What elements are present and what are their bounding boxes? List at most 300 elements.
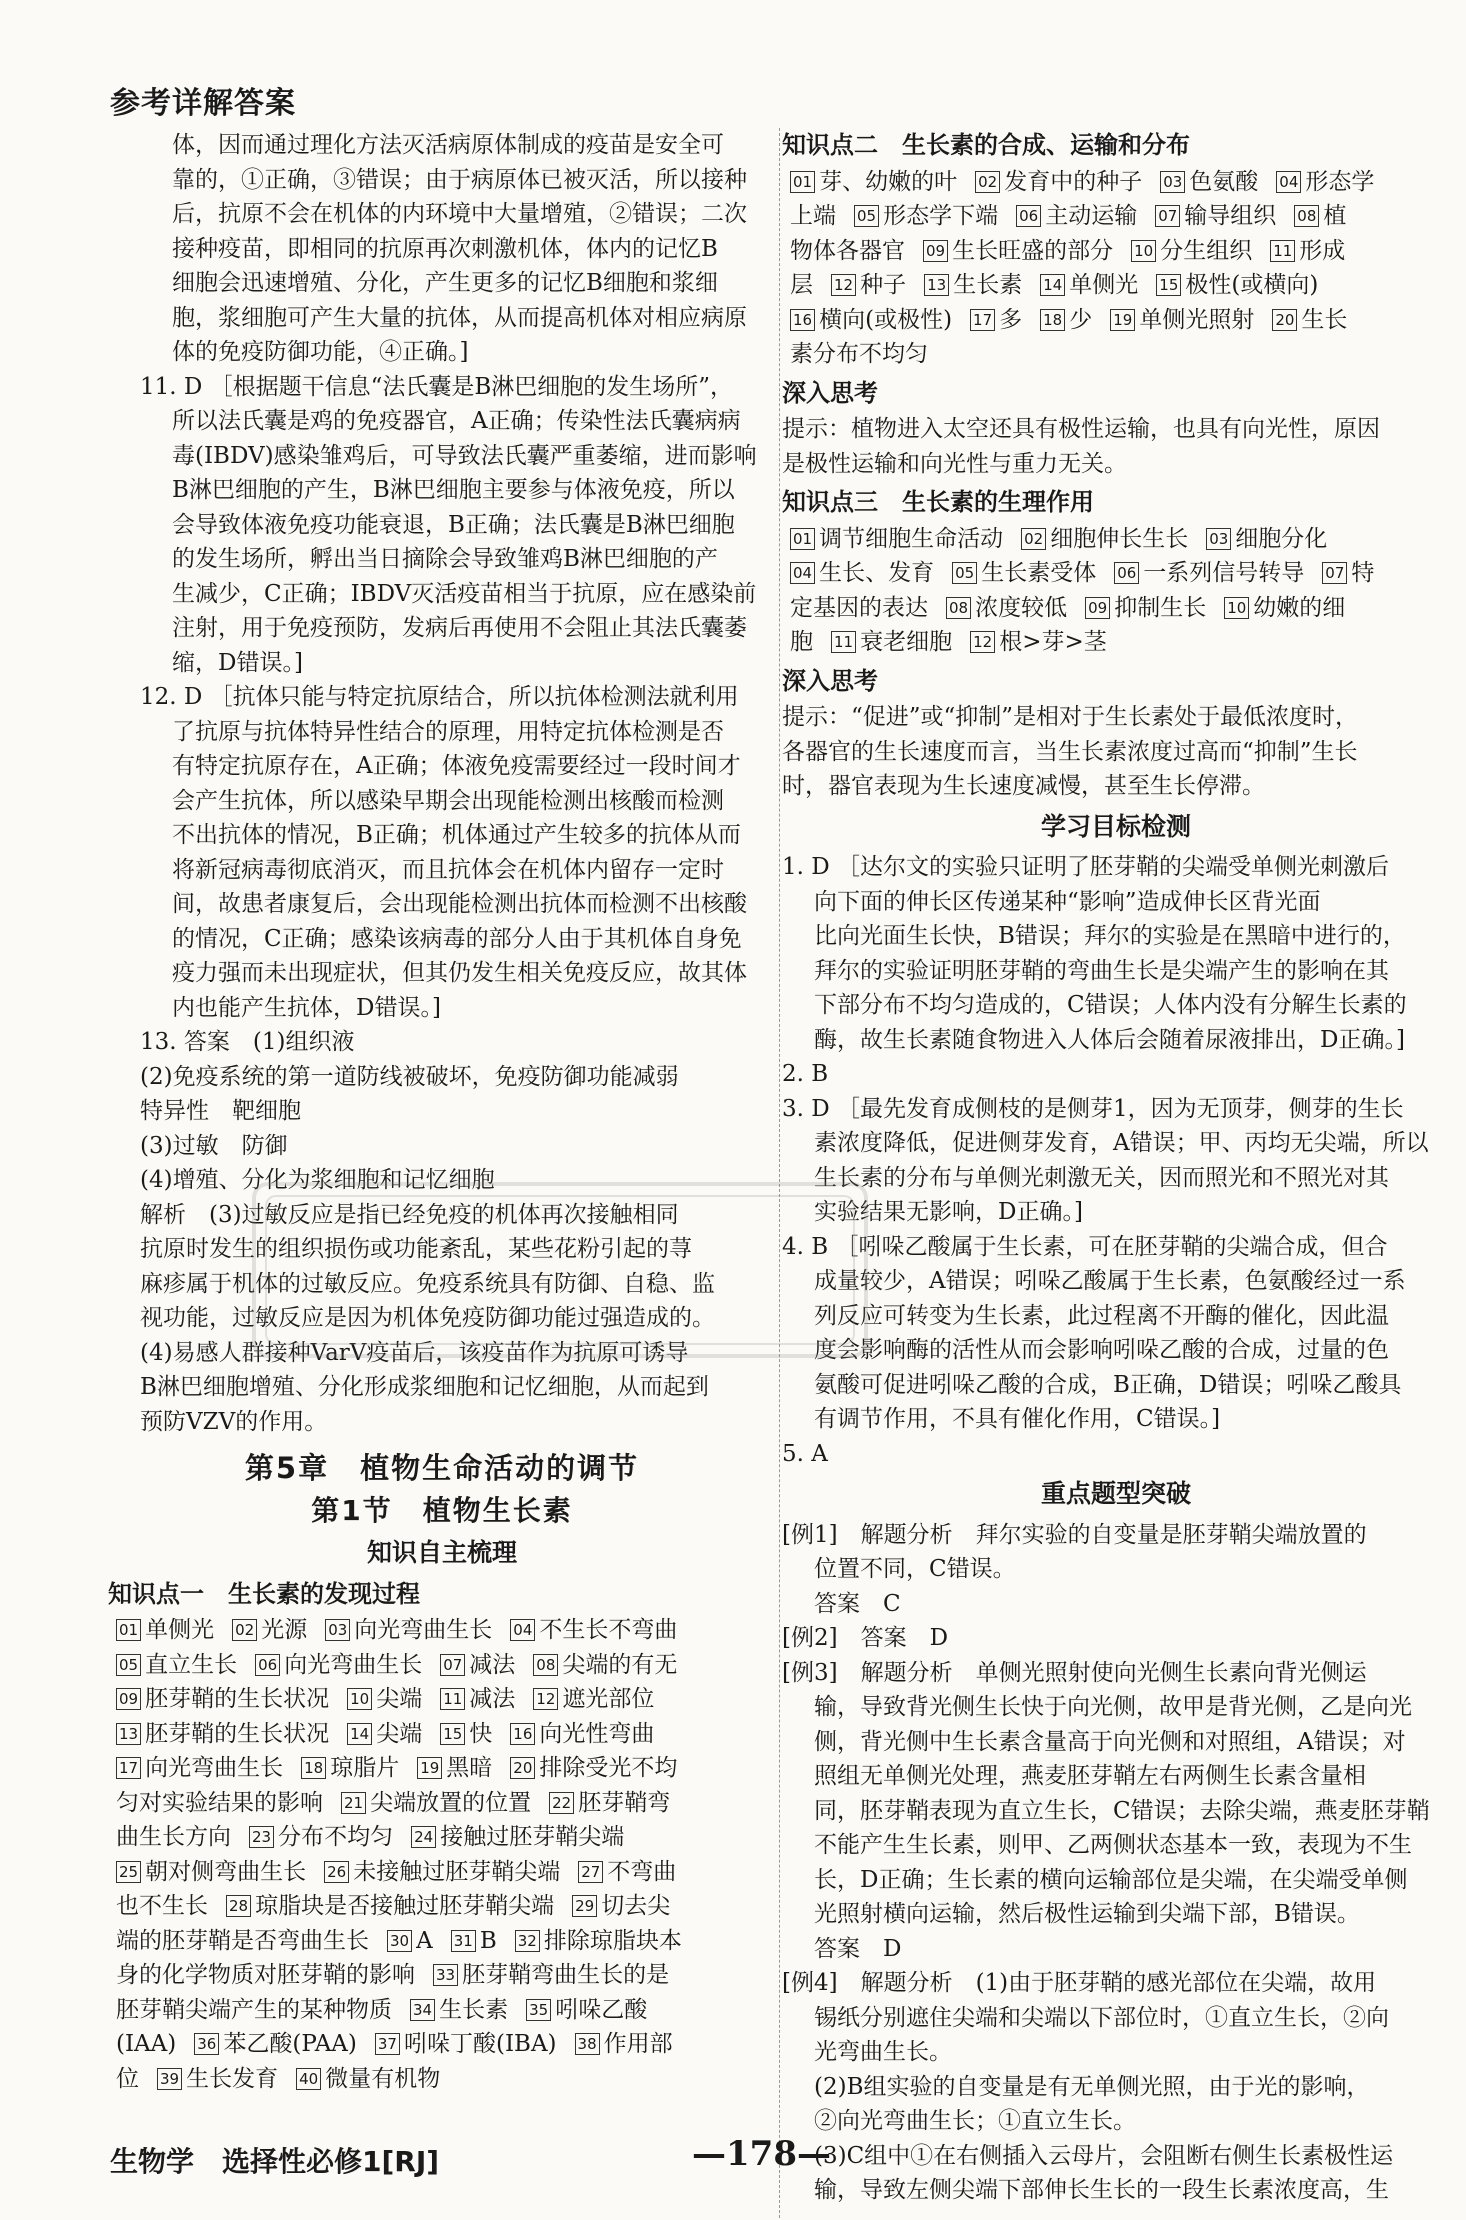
item-text: 黑暗: [446, 1755, 493, 1781]
item-text: 分生组织: [1160, 237, 1253, 264]
kp-item: [347, 1721, 422, 1747]
text-line: 体，因而通过理化方法灭活病原体制成的疫苗是安全可: [172, 132, 724, 158]
item-number: 20: [510, 1757, 535, 1779]
kp1-list: [108, 1613, 776, 2096]
item-number: 25: [116, 1861, 141, 1883]
item-number: 27: [578, 1861, 603, 1883]
text-line: 的情况，C正确；感染该病毒的部分人由于其机体自身免: [172, 925, 742, 952]
text-line: 11. D ［根据题干信息“法氏囊是B淋巴细胞的发生场所”，: [140, 373, 734, 400]
item-number: 04: [1276, 171, 1301, 193]
text-line: 麻疹属于机体的过敏反应。免疫系统具有防御、自稳、监: [140, 1270, 715, 1297]
text-line: 时，器官表现为生长速度减慢，甚至生长停滞。: [782, 773, 1265, 799]
item-text: 生长发育: [186, 2065, 279, 2092]
column-divider: [779, 128, 780, 2218]
kp-item: [116, 2031, 176, 2057]
section-title: 第1节 植物生长素: [311, 1493, 573, 1527]
item-number: 21: [341, 1792, 366, 1814]
item-text: 减法: [469, 1651, 516, 1678]
kp-line: [108, 1613, 776, 1648]
item-number: 04: [510, 1619, 535, 1641]
q13-head: 13. 答案 (1)组织液: [140, 1029, 355, 1055]
item-number: 18: [1040, 309, 1065, 331]
item-text: 多: [999, 306, 1023, 333]
intro-block: [108, 128, 776, 370]
text-line: 是极性运输和向光性与重力无关。: [782, 450, 1127, 477]
item-number: 35: [526, 1999, 551, 2021]
item-number: 05: [116, 1654, 141, 1676]
text-line: (2)B组实验的自变量是有无单侧光照，由于光的影响，: [814, 2073, 1370, 2100]
item-text: 吲哚乙酸: [555, 1996, 648, 2023]
item-text: 生长旺盛的部分: [952, 237, 1114, 264]
text-line: 输，导致背光侧生长快于向光侧，故甲是背光侧，乙是向光: [814, 1694, 1412, 1720]
item-number: 24: [411, 1826, 436, 1848]
text-line: 接种疫苗，即相同的抗原再次刺激机体，体内的记忆B: [172, 235, 718, 262]
kp-item: [410, 1997, 508, 2023]
text-line: 靠的，①正确，③错误；由于病原体已被灭活，所以接种: [172, 166, 747, 193]
item-number: 22: [549, 1792, 574, 1814]
kp-item: [433, 1962, 669, 1988]
text-line: 有调节作用，不具有催化作用，C错误。]: [814, 1406, 1221, 1432]
item-number: 09: [116, 1688, 141, 1710]
kp-item: [1110, 307, 1254, 333]
item-text: 色氨酸: [1189, 168, 1259, 195]
item-number: 08: [533, 1654, 558, 1676]
item-number: 36: [194, 2033, 219, 2055]
text-line: 胞，浆细胞可产生大量的抗体，从而提高机体对相应病原: [172, 304, 747, 331]
text-line: 将新冠病毒彻底消灭，而且抗体会在机体内留存一定时: [172, 856, 724, 883]
kp-line: [108, 1820, 776, 1855]
kp-item: [116, 1617, 214, 1643]
item-text: 快: [469, 1720, 493, 1747]
text-line: 内也能产生抗体，D错误。]: [172, 994, 441, 1021]
kp-item: [790, 307, 952, 333]
example-1: [782, 1518, 1450, 1587]
item-number: 39: [157, 2068, 182, 2090]
kp-item: [157, 2066, 278, 2092]
item-text: 植: [1323, 203, 1347, 229]
text-line: (3)过敏 防御: [140, 1132, 288, 1159]
think2-title: 深入思考: [782, 666, 878, 695]
kp-item: [347, 1686, 422, 1712]
text-line: 向下面的伸长区传递某种“影响”造成伸长区背光面: [814, 888, 1321, 915]
kp-item: [417, 1755, 492, 1781]
text-line: 氨酸可促进吲哚乙酸的合成，B正确，D错误；吲哚乙酸具: [814, 1371, 1402, 1398]
item-text: (IAA): [116, 2031, 177, 2057]
item-number: 07: [440, 1654, 465, 1676]
item-number: 20: [1272, 309, 1297, 331]
item-number: 12: [533, 1688, 558, 1710]
kp-item: [255, 1652, 422, 1678]
kp-line: [108, 1786, 776, 1821]
kp-line: [782, 234, 1450, 269]
text-line: 特异性 靶细胞: [140, 1098, 301, 1124]
kp-line: [108, 1855, 776, 1890]
item-text: 端的胚芽鞘是否弯曲生长: [116, 1927, 369, 1954]
kp-line: [108, 1751, 776, 1786]
kp-item: [1206, 526, 1327, 552]
kp-line: [108, 1993, 776, 2028]
kp-item: [790, 169, 957, 195]
item-number: 07: [1322, 562, 1347, 584]
item-text: 少: [1069, 306, 1093, 333]
item-text: 胚芽鞘弯曲生长的是: [462, 1962, 670, 1988]
item-text: 特: [1351, 560, 1375, 586]
text-line: 度会影响酶的活性从而会影响吲哚乙酸的合成，过量的色: [814, 1337, 1389, 1363]
text-line: 生减少，C正确；IBDV灭活疫苗相当于抗原，应在感染前: [172, 580, 757, 607]
item-text: 种子: [860, 272, 907, 298]
kp-item: [116, 2066, 139, 2092]
kp-item: [510, 1755, 677, 1781]
text-line: 视功能，过敏反应是因为机体免疫防御功能过强造成的。: [140, 1305, 715, 1331]
item-number: 09: [1085, 597, 1110, 619]
item-number: 19: [1110, 309, 1135, 331]
text-line: 比向光面生长快，B错误；拜尔的实验是在黑暗中进行的，: [814, 923, 1406, 949]
kp-item: [226, 1893, 554, 1919]
kp-item: [526, 1997, 647, 2023]
kp-item: [411, 1824, 624, 1850]
kp-item: [116, 1755, 283, 1781]
kp-item: [790, 560, 934, 586]
item-number: 14: [1040, 274, 1065, 296]
item-text: 胞: [790, 629, 813, 655]
item-number: 26: [324, 1861, 349, 1883]
item-text: 生长素: [953, 272, 1023, 298]
item-number: 33: [433, 1964, 458, 1986]
kp-item: [970, 307, 1022, 333]
item-number: 12: [970, 631, 995, 653]
kp-item: [1294, 203, 1346, 229]
kp-line: [108, 1717, 776, 1752]
text-line: 会导致体液免疫功能衰退，B正确；法氏囊是B淋巴细胞: [172, 511, 735, 538]
text-line: 疫力强而未出现症状，但其仍发生相关免疫反应，故其体: [172, 960, 747, 986]
kp-item: [116, 1652, 237, 1678]
text-line: 预防VZV的作用。: [140, 1408, 328, 1435]
text-line: 后，抗原不会在机体的内环境中大量增殖，②错误；二次: [172, 201, 747, 227]
item-number: 11: [440, 1688, 465, 1710]
text-line: 生长素的分布与单侧光刺激无关，因而照光和不照光对其: [814, 1164, 1389, 1191]
focus-title: 重点题型突破: [1040, 1479, 1191, 1508]
text-line: 照组无单侧光处理，燕麦胚芽鞘左右两侧生长素含量相: [814, 1763, 1366, 1789]
example-3: [782, 1656, 1450, 1932]
item-number: 16: [510, 1723, 535, 1745]
item-text: 单侧光: [1069, 272, 1139, 298]
item-number: 23: [249, 1826, 274, 1848]
item-number: 13: [924, 274, 949, 296]
item-number: 37: [375, 2033, 400, 2055]
item-number: 19: [417, 1757, 442, 1779]
item-text: 分布不均匀: [278, 1824, 394, 1850]
text-line: 注射，用于免疫预防，发病后再使用不会阻止其法氏囊萎: [172, 615, 747, 641]
kp-item: [324, 1859, 560, 1885]
kp2-list: [782, 165, 1450, 372]
kp-item: [533, 1686, 654, 1712]
item-text: 细胞伸长生长: [1050, 525, 1189, 552]
item-text: 作用部: [603, 2031, 673, 2057]
kp-item: [1270, 238, 1345, 264]
item-text: 也不生长: [116, 1893, 208, 1919]
kp-item: [1276, 169, 1374, 195]
text-line: 所以法氏囊是鸡的免疫器官，A正确；传染性法氏囊病病: [172, 408, 741, 434]
item-text: 位: [116, 2065, 139, 2092]
item-number: 02: [232, 1619, 257, 1641]
target-q4: [782, 1230, 1450, 1437]
kp-item: [440, 1721, 492, 1747]
item-text: 主动运输: [1045, 203, 1138, 229]
kp-line: [782, 625, 1450, 660]
text-line: 细胞会迅速增殖、分化，产生更多的记忆B细胞和浆细: [172, 270, 718, 296]
kp-item: [533, 1652, 677, 1678]
item-number: 06: [255, 1654, 280, 1676]
item-text: 物体各器官: [790, 237, 905, 264]
kp-item: [831, 629, 952, 655]
item-text: 向光弯曲生长: [284, 1651, 423, 1678]
item-text: 未接触过胚芽鞘尖端: [353, 1858, 561, 1885]
item-text: 尖端: [376, 1720, 423, 1747]
item-text: 生长、发育: [819, 560, 935, 586]
kp-line: [782, 556, 1450, 591]
text-line: 列反应可转变为生长素，此过程离不开酶的催化，因此温: [814, 1302, 1389, 1329]
item-number: 17: [970, 309, 995, 331]
item-text: 横向(或极性): [819, 306, 953, 333]
kp-item: [1155, 203, 1276, 229]
item-text: 吲哚丁酸(IBA): [403, 2031, 557, 2057]
item-text: 素分布不均匀: [790, 341, 928, 367]
q13-analysis: [108, 1198, 776, 1440]
text-line: [例4] 解题分析 (1)由于胚芽鞘的感光部位在尖端，故用: [782, 1970, 1377, 1996]
target-q1: [782, 850, 1450, 1057]
text-line: (2)免疫系统的第一道防线被破坏，免疫防御功能减弱: [140, 1063, 679, 1090]
kp-item: [790, 341, 928, 367]
text-line: 实验结果无影响，D正确。]: [814, 1199, 1083, 1225]
item-text: 胚芽鞘的生长状况: [145, 1686, 330, 1712]
item-text: 光源: [261, 1617, 308, 1643]
item-text: 生长: [1301, 306, 1348, 333]
text-line: 4. B ［吲哚乙酸属于生长素，可在胚芽鞘的尖端合成，但合: [782, 1233, 1388, 1260]
item-number: 15: [1156, 274, 1181, 296]
kp-line: [108, 1958, 776, 1993]
item-number: 09: [923, 240, 948, 262]
kp1-title: 知识点一 生长素的发现过程: [108, 1579, 420, 1608]
question-13: [108, 1025, 776, 1439]
item-number: 08: [1294, 205, 1319, 227]
item-number: 14: [347, 1723, 372, 1745]
item-text: 向光弯曲生长: [354, 1617, 493, 1643]
item-text: 向光弯曲生长: [145, 1755, 284, 1781]
kp-item: [790, 526, 1003, 552]
item-text: 生长素受体: [981, 560, 1097, 586]
kp-item: [116, 1686, 329, 1712]
kp-item: [1131, 238, 1252, 264]
kp-item: [116, 1790, 323, 1816]
item-text: 生长素: [439, 1996, 509, 2023]
kp-line: [782, 337, 1450, 372]
chapter-title: 第5章 植物生命活动的调节: [244, 1451, 640, 1485]
item-text: 衰老细胞: [860, 629, 953, 655]
item-text: 尖端: [376, 1686, 423, 1712]
item-number: 11: [1270, 240, 1295, 262]
item-number: 18: [301, 1757, 326, 1779]
text-line: 不能产生生长素，则甲、乙两侧状态基本一致，表现为不生: [814, 1832, 1412, 1858]
kp-line: [782, 268, 1450, 303]
kp-item: [572, 1893, 670, 1919]
kp-item: [116, 1962, 415, 1988]
item-text: 定基因的表达: [790, 594, 928, 621]
kp-item: [116, 1893, 208, 1919]
kp-line: [108, 1889, 776, 1924]
kp-item: [116, 1824, 231, 1850]
kp-line: [108, 1648, 776, 1683]
kp-item: [1040, 272, 1138, 298]
kp3-list: [782, 522, 1450, 660]
item-text: 不弯曲: [607, 1858, 677, 1885]
kp-item: [1085, 595, 1206, 621]
kp-item: [1224, 595, 1345, 621]
item-number: 08: [946, 597, 971, 619]
item-text: 单侧光照射: [1139, 306, 1255, 333]
text-line: 间，故患者康复后，会出现能检测出抗体而检测不出核酸: [172, 891, 747, 917]
kp2-title: 知识点二 生长素的合成、运输和分布: [782, 131, 1190, 159]
kp-item: [341, 1790, 531, 1816]
item-text: 排除琼脂块本: [543, 1927, 682, 1954]
text-line: (4)易感人群接种VarV疫苗后，该疫苗作为抗原可诱导: [140, 1339, 689, 1366]
item-number: 15: [440, 1723, 465, 1745]
kp-item: [375, 2031, 557, 2057]
item-text: 遮光部位: [562, 1686, 655, 1712]
target-q2: 2. B: [782, 1061, 829, 1087]
kp-item: [440, 1686, 515, 1712]
item-text: 切去尖: [601, 1893, 671, 1919]
kp-item: [1272, 307, 1347, 333]
item-text: A: [416, 1927, 433, 1954]
item-number: 01: [116, 1619, 141, 1641]
text-line: 输，导致左侧尖端下部伸长生长的一段生长素浓度高，生: [814, 2177, 1389, 2203]
target-title: 学习目标检测: [1040, 811, 1191, 841]
kp-item: [451, 1928, 497, 1954]
item-text: 朝对侧弯曲生长: [145, 1858, 307, 1885]
kp-item: [194, 2031, 357, 2057]
item-number: 34: [410, 1999, 435, 2021]
item-number: 05: [854, 205, 879, 227]
item-number: 38: [575, 2033, 600, 2055]
think2-text: [782, 700, 1450, 804]
item-number: 03: [1206, 528, 1231, 550]
kp-item: [923, 238, 1113, 264]
q13-answers: [108, 1060, 776, 1198]
text-line: ②向光弯曲生长；①直立生长。: [814, 2108, 1136, 2134]
item-text: 胚芽鞘的生长状况: [145, 1720, 330, 1747]
item-number: 03: [1160, 171, 1185, 193]
right-column: [782, 124, 1450, 2208]
kp-item: [790, 272, 813, 298]
kp-line: [108, 2027, 776, 2062]
text-line: 12. D ［抗体只能与特定抗原结合，所以抗体检测法就利用: [140, 684, 739, 710]
item-number: 10: [1131, 240, 1156, 262]
kp-item: [1040, 307, 1092, 333]
kp-item: [790, 203, 836, 229]
kp-item: [1156, 272, 1318, 298]
kp-item: [116, 1928, 369, 1954]
item-number: 02: [975, 171, 1000, 193]
kp-item: [575, 2031, 673, 2057]
item-number: 11: [831, 631, 856, 653]
item-text: 排除受光不均: [539, 1755, 678, 1781]
item-text: 调节细胞生命活动: [819, 525, 1004, 552]
item-text: 微量有机物: [325, 2065, 441, 2092]
text-line: 毒(IBDV)感染雏鸡后，可导致法氏囊严重萎缩，进而影响: [172, 442, 757, 469]
think1-text: [782, 412, 1450, 481]
example-2: [例2] 答案 D: [782, 1625, 949, 1651]
kp-item: [1160, 169, 1258, 195]
item-text: 形成: [1299, 237, 1346, 264]
kp-item: [578, 1859, 676, 1885]
text-line: 下部分布不均匀造成的，C错误；人体内没有分解生长素的: [814, 992, 1407, 1018]
item-text: 一系列信号转导: [1143, 560, 1305, 586]
item-text: 芽、幼嫩的叶: [819, 168, 958, 195]
item-text: 单侧光: [145, 1617, 215, 1643]
kp-item: [970, 629, 1107, 655]
kp-item: [1016, 203, 1137, 229]
kp-item: [790, 595, 928, 621]
item-text: 形态学下端: [883, 203, 999, 229]
target-q3: [782, 1092, 1450, 1230]
text-line: 提示：植物进入太空还具有极性运输，也具有向光性，原因: [782, 416, 1380, 442]
kp-line: [782, 165, 1450, 200]
text-line: 同，胚芽鞘表现为直立生长，C错误；去除尖端，燕麦胚芽鞘: [814, 1797, 1430, 1824]
kp-line: [782, 591, 1450, 626]
kp-item: [1021, 526, 1188, 552]
item-text: 层: [790, 272, 813, 298]
kp-item: [116, 1859, 306, 1885]
item-text: 抑制生长: [1114, 594, 1207, 621]
text-line: 光弯曲生长。: [814, 2039, 952, 2065]
kp-item: [924, 272, 1022, 298]
kp-item: [325, 1617, 492, 1643]
kp-item: [510, 1721, 654, 1747]
kp-item: [515, 1928, 682, 1954]
text-line: 3. D ［最先发育成侧枝的是侧芽1，因为无顶芽，侧芽的生长: [782, 1095, 1404, 1122]
page-header: 参考详解答案: [110, 86, 296, 121]
item-number: 10: [1224, 597, 1249, 619]
item-text: 根>芽>茎: [999, 629, 1107, 655]
kp-item: [854, 203, 998, 229]
item-number: 17: [116, 1757, 141, 1779]
item-number: 40: [296, 2068, 321, 2090]
kp-item: [301, 1755, 399, 1781]
item-number: 06: [1016, 205, 1041, 227]
item-number: 32: [515, 1930, 540, 1952]
item-number: 03: [325, 1619, 350, 1641]
item-number: 29: [572, 1895, 597, 1917]
text-line: 有特定抗原存在，A正确；体液免疫需要经过一段时间才: [172, 753, 741, 779]
kp-item: [232, 1617, 307, 1643]
text-line: B淋巴细胞的产生，B淋巴细胞主要参与体液免疫，所以: [172, 477, 735, 503]
kp-line: [782, 303, 1450, 338]
item-text: 不生长不弯曲: [539, 1617, 678, 1643]
text-line: [例3] 解题分析 单侧光照射使向光侧生长素向背光侧运: [782, 1659, 1367, 1686]
target-q5: 5. A: [782, 1440, 828, 1467]
kp-line: [108, 2062, 776, 2097]
text-line: 各器官的生长速度而言，当生长素浓度过高而“抑制”生长: [782, 738, 1358, 765]
item-text: 细胞分化: [1235, 525, 1328, 552]
item-text: 发育中的种子: [1004, 168, 1143, 195]
text-line: (4)增殖、分化为浆细胞和记忆细胞: [140, 1167, 495, 1193]
text-line: (3)C组中①在右侧插入云母片，会阻断右侧生长素极性运: [814, 2142, 1394, 2169]
text-line: 不出抗体的情况，B正确；机体通过产生较多的抗体从而: [172, 822, 741, 848]
kp-item: [116, 1721, 329, 1747]
item-text: 幼嫩的细: [1253, 594, 1346, 621]
item-text: 形态学: [1305, 168, 1375, 195]
item-number: 01: [790, 171, 815, 193]
